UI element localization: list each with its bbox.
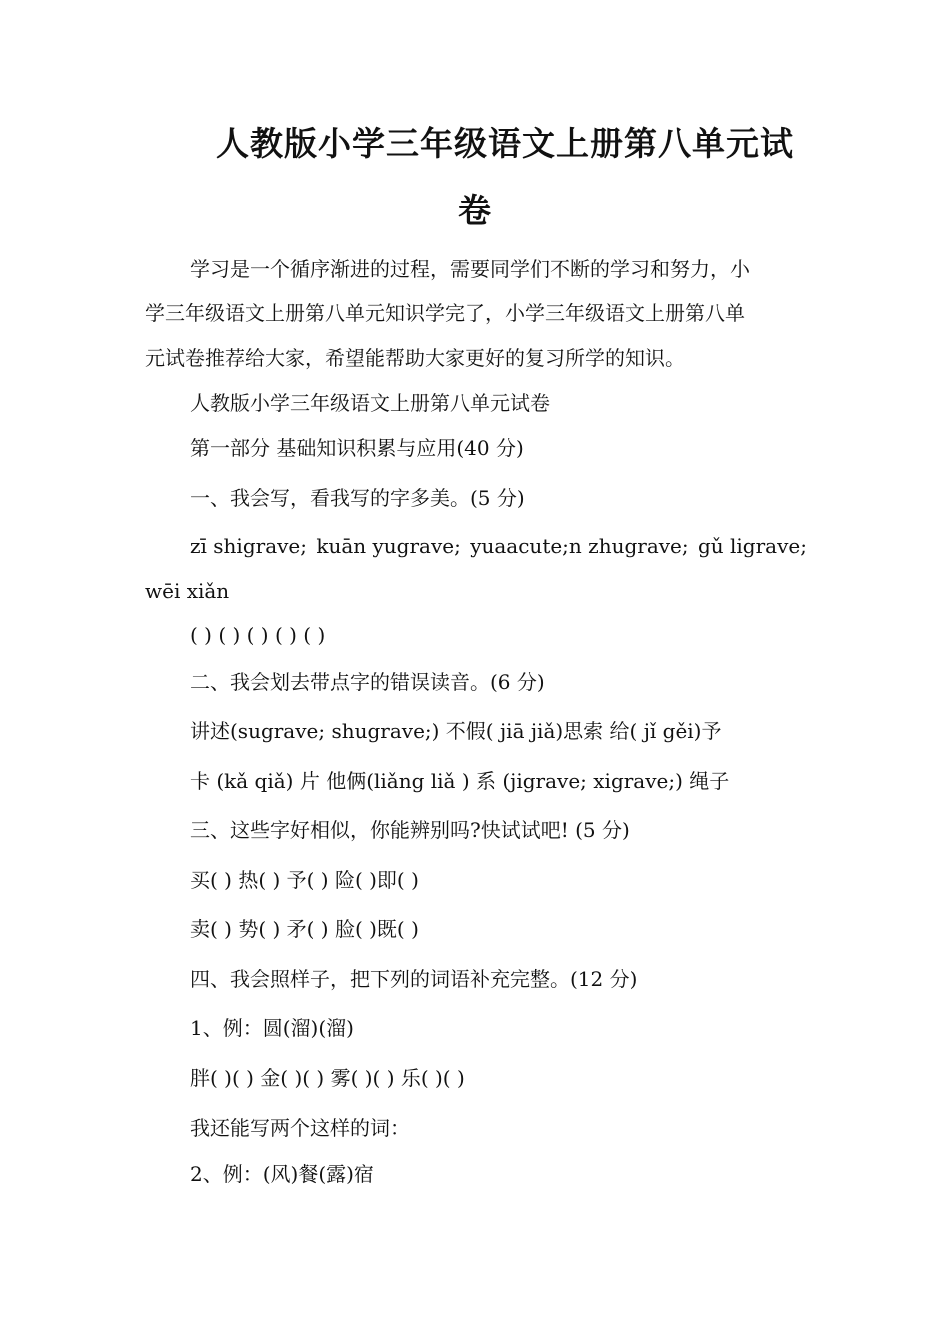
document-title-line2: 卷 [458,191,492,230]
q1-pinyin-continued: wēi xiǎn [145,579,230,603]
q2-heading: 二、我会划去带点字的错误读音。(6 分) [190,670,545,694]
q1-pinyin-item: kuān yugrave; [316,534,461,558]
part1-heading: 第一部分 基础知识积累与应用(40 分) [190,436,524,460]
q1-heading: 一、我会写，看我写的字多美。(5 分) [190,486,525,510]
q4-example1: 1、例：圆(溜)(溜) [190,1016,354,1040]
q4-example1-blanks: 胖( )( ) 金( )( ) 雾( )( ) 乐( )( ) [190,1066,465,1090]
q3-row2: 卖( ) 势( ) 矛( ) 脸( )既( ) [190,917,419,941]
q2-row1: 讲述(sugrave; shugrave;) 不假( jiā jiǎ)思索 给( jǐ gěi)予 [190,719,722,743]
intro-line2: 学三年级语文上册第八单元知识学完了，小学三年级语文上册第八单 [145,301,745,325]
q2-row2: 卡 (kǎ qiǎ) 片 他俩(liǎng liǎ ) 系 (jigrave; xigrave;) 绳子 [190,769,730,793]
q1-pinyin-item: gǔ ligrave; [697,534,807,558]
q4-example2: 2、例：(风)餐(露)宿 [190,1162,374,1186]
q1-pinyin-row [190,531,807,561]
intro-line1: 学习是一个循序渐进的过程，需要同学们不断的学习和努力，小 [190,257,750,281]
subtitle: 人教版小学三年级语文上册第八单元试卷 [190,391,550,415]
intro-line3: 元试卷推荐给大家，希望能帮助大家更好的复习所学的知识。 [145,346,685,370]
q3-heading: 三、这些字好相似，你能辨别吗?快试试吧! (5 分) [190,818,630,842]
q1-pinyin-item: yuaacute;n zhugrave; [470,534,689,558]
q1-answer-blanks: ( ) ( ) ( ) ( ) ( ) [190,623,326,647]
q3-row1: 买( ) 热( ) 予( ) 险( )即( ) [190,868,419,892]
q4-heading: 四、我会照样子，把下列的词语补充完整。(12 分) [190,967,638,991]
q4-write-more: 我还能写两个这样的词： [190,1116,410,1140]
q1-pinyin-item: zī shigrave; [190,534,307,558]
document-title-line1: 人教版小学三年级语文上册第八单元试 [216,124,794,163]
